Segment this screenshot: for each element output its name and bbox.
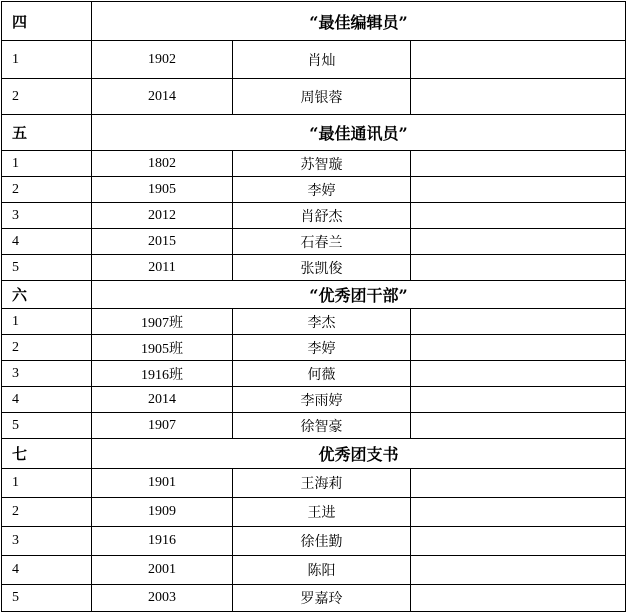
row-number: 5	[2, 585, 92, 612]
empty-cell	[411, 177, 626, 203]
section-index: 六	[2, 281, 92, 309]
awards-table	[1, 1, 626, 612]
class-cell: 1802	[92, 151, 233, 177]
class-cell: 1916	[92, 527, 233, 556]
row-number: 5	[2, 413, 92, 439]
table-row	[2, 387, 626, 413]
empty-cell	[411, 469, 626, 498]
table-row	[2, 229, 626, 255]
empty-cell	[411, 255, 626, 281]
name-cell: 李婷	[233, 335, 411, 361]
table-row	[2, 335, 626, 361]
name-cell: 周银蓉	[233, 79, 411, 115]
class-cell: 2015	[92, 229, 233, 255]
name-cell: 王进	[233, 498, 411, 527]
class-cell: 1916班	[92, 361, 233, 387]
row-number: 4	[2, 229, 92, 255]
row-number: 2	[2, 335, 92, 361]
table-row	[2, 585, 626, 612]
row-number: 3	[2, 527, 92, 556]
class-cell: 2001	[92, 556, 233, 585]
class-cell: 1905班	[92, 335, 233, 361]
table-row	[2, 556, 626, 585]
table-row	[2, 79, 626, 115]
table-row	[2, 151, 626, 177]
section-index: 七	[2, 439, 92, 469]
section-title: “最佳编辑员”	[92, 2, 626, 41]
table-row	[2, 498, 626, 527]
section-index: 四	[2, 2, 92, 41]
table-row	[2, 527, 626, 556]
name-cell: 张凯俊	[233, 255, 411, 281]
class-cell: 1901	[92, 469, 233, 498]
table-row	[2, 309, 626, 335]
awards-table-body	[2, 2, 626, 612]
empty-cell	[411, 41, 626, 79]
section-header-row	[2, 281, 626, 309]
row-number: 2	[2, 177, 92, 203]
table-row	[2, 41, 626, 79]
table-row	[2, 177, 626, 203]
empty-cell	[411, 361, 626, 387]
name-cell: 李杰	[233, 309, 411, 335]
name-cell: 罗嘉玲	[233, 585, 411, 612]
row-number: 3	[2, 361, 92, 387]
row-number: 1	[2, 41, 92, 79]
empty-cell	[411, 229, 626, 255]
row-number: 2	[2, 79, 92, 115]
name-cell: 李婷	[233, 177, 411, 203]
row-number: 3	[2, 203, 92, 229]
class-cell: 2003	[92, 585, 233, 612]
name-cell: 肖舒杰	[233, 203, 411, 229]
name-cell: 石春兰	[233, 229, 411, 255]
table-row	[2, 361, 626, 387]
name-cell: 王海莉	[233, 469, 411, 498]
class-cell: 1907	[92, 413, 233, 439]
empty-cell	[411, 498, 626, 527]
empty-cell	[411, 335, 626, 361]
row-number: 1	[2, 469, 92, 498]
table-row	[2, 203, 626, 229]
class-cell: 1909	[92, 498, 233, 527]
section-header-row	[2, 439, 626, 469]
empty-cell	[411, 527, 626, 556]
empty-cell	[411, 413, 626, 439]
empty-cell	[411, 151, 626, 177]
section-title: “最佳通讯员”	[92, 115, 626, 151]
name-cell: 陈阳	[233, 556, 411, 585]
class-cell: 2014	[92, 387, 233, 413]
section-header-row	[2, 115, 626, 151]
name-cell: 苏智璇	[233, 151, 411, 177]
name-cell: 徐佳勤	[233, 527, 411, 556]
class-cell: 1905	[92, 177, 233, 203]
class-cell: 2012	[92, 203, 233, 229]
section-title: “优秀团干部”	[92, 281, 626, 309]
class-cell: 1907班	[92, 309, 233, 335]
class-cell: 2014	[92, 79, 233, 115]
empty-cell	[411, 203, 626, 229]
empty-cell	[411, 79, 626, 115]
empty-cell	[411, 585, 626, 612]
section-index: 五	[2, 115, 92, 151]
table-row	[2, 255, 626, 281]
name-cell: 李雨婷	[233, 387, 411, 413]
empty-cell	[411, 387, 626, 413]
row-number: 4	[2, 387, 92, 413]
section-header-row	[2, 2, 626, 41]
name-cell: 何薇	[233, 361, 411, 387]
table-row	[2, 413, 626, 439]
name-cell: 肖灿	[233, 41, 411, 79]
class-cell: 1902	[92, 41, 233, 79]
row-number: 2	[2, 498, 92, 527]
empty-cell	[411, 309, 626, 335]
row-number: 4	[2, 556, 92, 585]
row-number: 5	[2, 255, 92, 281]
row-number: 1	[2, 151, 92, 177]
class-cell: 2011	[92, 255, 233, 281]
empty-cell	[411, 556, 626, 585]
row-number: 1	[2, 309, 92, 335]
name-cell: 徐智豪	[233, 413, 411, 439]
section-title: 优秀团支书	[92, 439, 626, 469]
table-row	[2, 469, 626, 498]
